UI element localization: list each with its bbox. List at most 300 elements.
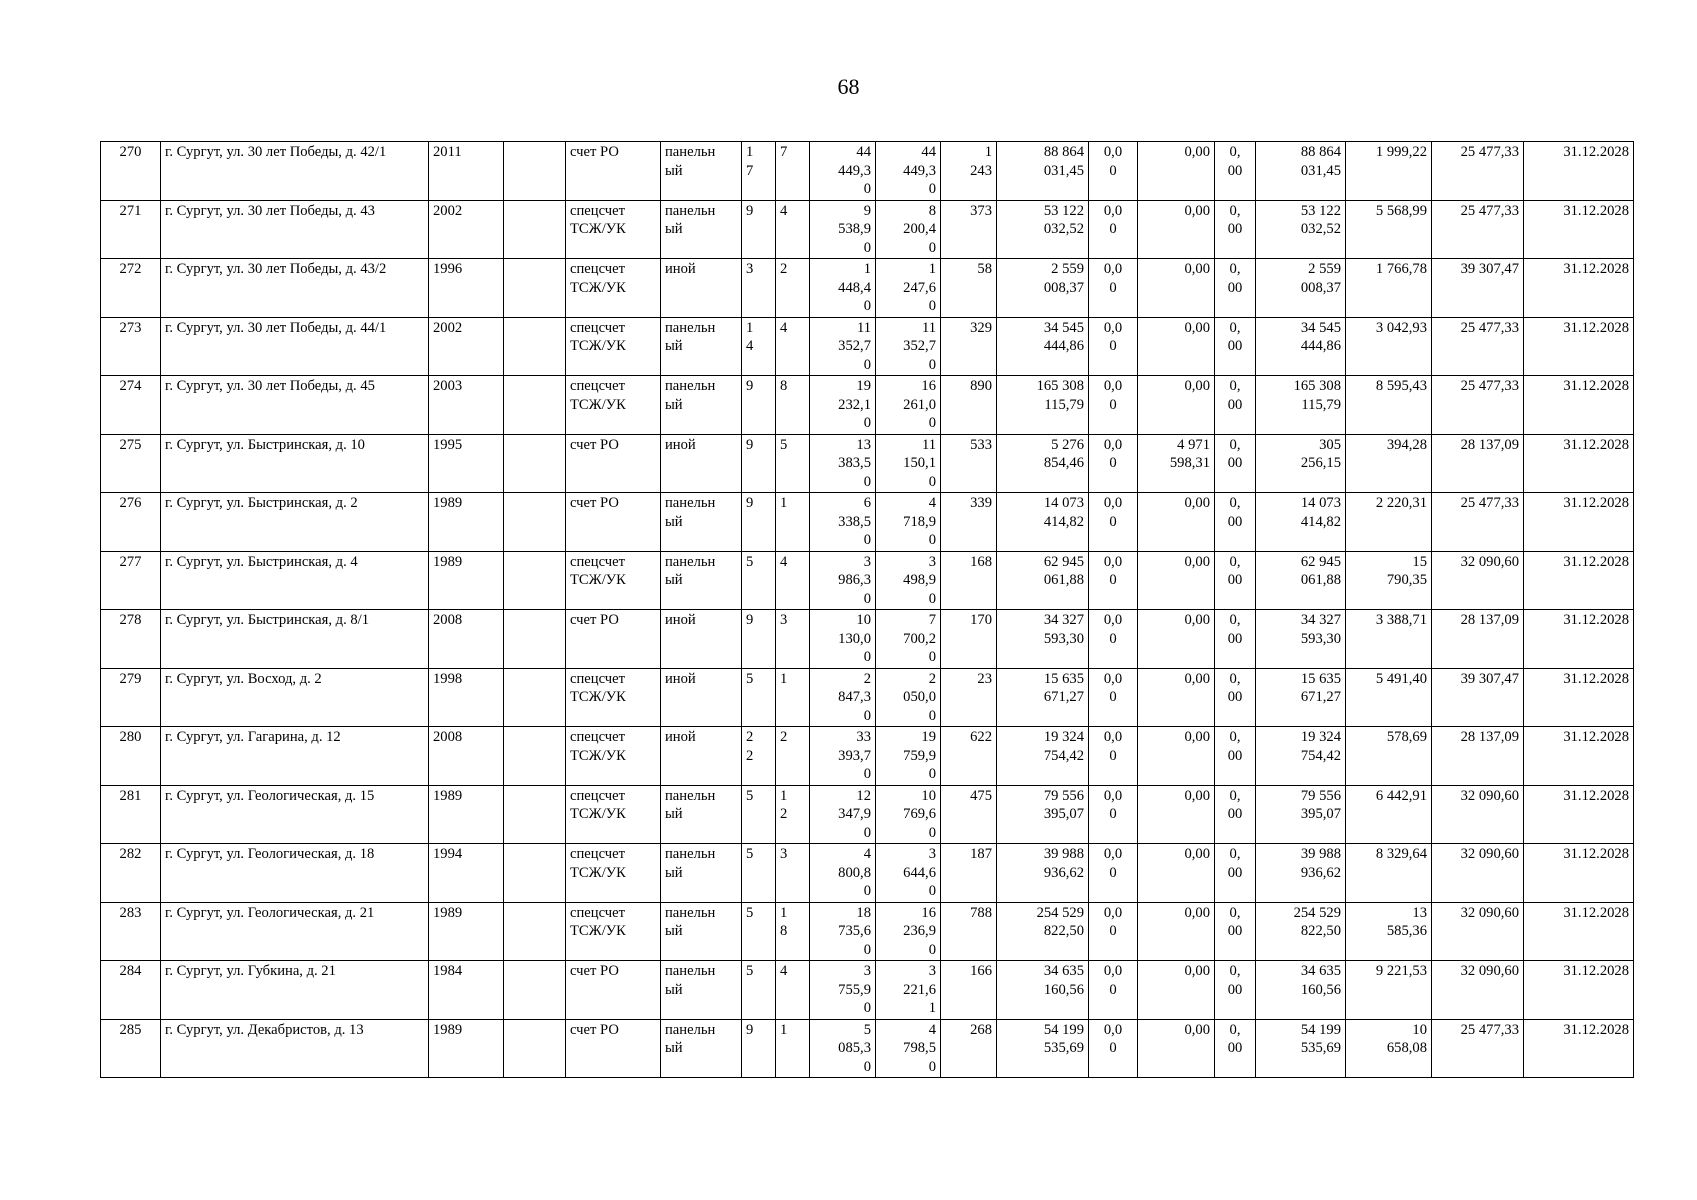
floors-cell: 2 2	[742, 727, 776, 786]
living-area-cell: 44 449,3 0	[876, 142, 941, 201]
completion-date-cell: 31.12.2028	[1524, 668, 1634, 727]
floors-cell: 5	[742, 668, 776, 727]
cost-fund-cell: 0,0 0	[1089, 668, 1138, 727]
cost-other-cell: 0, 00	[1215, 259, 1256, 318]
cost-budget-cell: 0,00	[1138, 610, 1215, 669]
cost-fund-cell: 0,0 0	[1089, 142, 1138, 201]
table-row	[101, 551, 1634, 610]
cost-owners-cell: 79 556 395,07	[1256, 785, 1346, 844]
empty-cell	[504, 551, 566, 610]
completion-date-cell: 31.12.2028	[1524, 551, 1634, 610]
cost-per-sqm-cell: 1 766,78	[1346, 259, 1432, 318]
cost-per-sqm-cell: 10 658,08	[1346, 1019, 1432, 1078]
cost-budget-cell: 0,00	[1138, 1019, 1215, 1078]
living-area-cell: 4 718,9 0	[876, 493, 941, 552]
row-number-cell: 282	[101, 844, 161, 903]
living-area-cell: 2 050,0 0	[876, 668, 941, 727]
floors-cell: 9	[742, 434, 776, 493]
residents-cell: 168	[941, 551, 997, 610]
year-cell: 1989	[429, 551, 504, 610]
total-area-cell: 11 352,7 0	[810, 317, 876, 376]
living-area-cell: 3 498,9 0	[876, 551, 941, 610]
total-cost-cell: 62 945 061,88	[997, 551, 1089, 610]
living-area-cell: 3 644,6 0	[876, 844, 941, 903]
residents-cell: 329	[941, 317, 997, 376]
total-cost-cell: 34 327 593,30	[997, 610, 1089, 669]
empty-cell	[504, 785, 566, 844]
max-cost-per-sqm-cell: 39 307,47	[1432, 668, 1524, 727]
completion-date-cell: 31.12.2028	[1524, 142, 1634, 201]
floors-cell: 9	[742, 493, 776, 552]
max-cost-per-sqm-cell: 39 307,47	[1432, 259, 1524, 318]
residents-cell: 622	[941, 727, 997, 786]
row-number-cell: 285	[101, 1019, 161, 1078]
total-area-cell: 6 338,5 0	[810, 493, 876, 552]
empty-cell	[504, 376, 566, 435]
cost-other-cell: 0, 00	[1215, 844, 1256, 903]
cost-budget-cell: 0,00	[1138, 142, 1215, 201]
cost-per-sqm-cell: 6 442,91	[1346, 785, 1432, 844]
table-row	[101, 200, 1634, 259]
completion-date-cell: 31.12.2028	[1524, 493, 1634, 552]
empty-cell	[504, 668, 566, 727]
account-type-cell: спецсчет ТСЖ/УК	[566, 376, 661, 435]
residents-cell: 339	[941, 493, 997, 552]
empty-cell	[504, 1019, 566, 1078]
max-cost-per-sqm-cell: 32 090,60	[1432, 785, 1524, 844]
year-cell: 2002	[429, 317, 504, 376]
address-cell: г. Сургут, ул. 30 лет Победы, д. 43	[161, 200, 429, 259]
cost-budget-cell: 0,00	[1138, 668, 1215, 727]
completion-date-cell: 31.12.2028	[1524, 961, 1634, 1020]
total-area-cell: 10 130,0 0	[810, 610, 876, 669]
cost-per-sqm-cell: 3 388,71	[1346, 610, 1432, 669]
table-row	[101, 785, 1634, 844]
cost-owners-cell: 254 529 822,50	[1256, 902, 1346, 961]
table-row	[101, 1019, 1634, 1078]
entrances-cell: 1	[776, 668, 810, 727]
cost-budget-cell: 0,00	[1138, 200, 1215, 259]
max-cost-per-sqm-cell: 28 137,09	[1432, 610, 1524, 669]
table-row	[101, 961, 1634, 1020]
residents-cell: 166	[941, 961, 997, 1020]
address-cell: г. Сургут, ул. Восход, д. 2	[161, 668, 429, 727]
table-row	[101, 902, 1634, 961]
cost-per-sqm-cell: 8 329,64	[1346, 844, 1432, 903]
max-cost-per-sqm-cell: 28 137,09	[1432, 434, 1524, 493]
account-type-cell: спецсчет ТСЖ/УК	[566, 844, 661, 903]
cost-owners-cell: 14 073 414,82	[1256, 493, 1346, 552]
total-area-cell: 12 347,9 0	[810, 785, 876, 844]
entrances-cell: 1 2	[776, 785, 810, 844]
cost-owners-cell: 34 545 444,86	[1256, 317, 1346, 376]
max-cost-per-sqm-cell: 25 477,33	[1432, 376, 1524, 435]
floors-cell: 9	[742, 610, 776, 669]
residents-cell: 475	[941, 785, 997, 844]
cost-owners-cell: 305 256,15	[1256, 434, 1346, 493]
living-area-cell: 16 236,9 0	[876, 902, 941, 961]
table-row	[101, 259, 1634, 318]
entrances-cell: 3	[776, 844, 810, 903]
account-type-cell: спецсчет ТСЖ/УК	[566, 727, 661, 786]
cost-budget-cell: 0,00	[1138, 493, 1215, 552]
entrances-cell: 1	[776, 1019, 810, 1078]
living-area-cell: 1 247,6 0	[876, 259, 941, 318]
cost-per-sqm-cell: 15 790,35	[1346, 551, 1432, 610]
residents-cell: 890	[941, 376, 997, 435]
page-number: 68	[837, 74, 860, 99]
max-cost-per-sqm-cell: 32 090,60	[1432, 844, 1524, 903]
residents-cell: 533	[941, 434, 997, 493]
entrances-cell: 1	[776, 493, 810, 552]
residents-cell: 187	[941, 844, 997, 903]
year-cell: 2008	[429, 610, 504, 669]
completion-date-cell: 31.12.2028	[1524, 1019, 1634, 1078]
table-row	[101, 376, 1634, 435]
cost-owners-cell: 34 635 160,56	[1256, 961, 1346, 1020]
cost-other-cell: 0, 00	[1215, 551, 1256, 610]
living-area-cell: 3 221,6 1	[876, 961, 941, 1020]
total-area-cell: 2 847,3 0	[810, 668, 876, 727]
wall-material-cell: панельн ый	[661, 142, 742, 201]
living-area-cell: 16 261,0 0	[876, 376, 941, 435]
address-cell: г. Сургут, ул. Быстринская, д. 4	[161, 551, 429, 610]
address-cell: г. Сургут, ул. 30 лет Победы, д. 45	[161, 376, 429, 435]
total-area-cell: 3 755,9 0	[810, 961, 876, 1020]
empty-cell	[504, 200, 566, 259]
completion-date-cell: 31.12.2028	[1524, 610, 1634, 669]
max-cost-per-sqm-cell: 25 477,33	[1432, 317, 1524, 376]
total-cost-cell: 34 635 160,56	[997, 961, 1089, 1020]
wall-material-cell: панельн ый	[661, 493, 742, 552]
entrances-cell: 2	[776, 259, 810, 318]
cost-fund-cell: 0,0 0	[1089, 376, 1138, 435]
table-body	[101, 142, 1634, 1078]
row-number-cell: 283	[101, 902, 161, 961]
row-number-cell: 276	[101, 493, 161, 552]
wall-material-cell: панельн ый	[661, 902, 742, 961]
cost-budget-cell: 0,00	[1138, 551, 1215, 610]
residents-cell: 373	[941, 200, 997, 259]
account-type-cell: спецсчет ТСЖ/УК	[566, 902, 661, 961]
cost-budget-cell: 0,00	[1138, 785, 1215, 844]
table-row	[101, 142, 1634, 201]
cost-budget-cell: 4 971 598,31	[1138, 434, 1215, 493]
residents-cell: 268	[941, 1019, 997, 1078]
cost-other-cell: 0, 00	[1215, 727, 1256, 786]
cost-owners-cell: 53 122 032,52	[1256, 200, 1346, 259]
floors-cell: 5	[742, 844, 776, 903]
year-cell: 1989	[429, 785, 504, 844]
row-number-cell: 275	[101, 434, 161, 493]
residents-cell: 1 243	[941, 142, 997, 201]
living-area-cell: 19 759,9 0	[876, 727, 941, 786]
entrances-cell: 2	[776, 727, 810, 786]
account-type-cell: спецсчет ТСЖ/УК	[566, 200, 661, 259]
year-cell: 1989	[429, 902, 504, 961]
address-cell: г. Сургут, ул. Быстринская, д. 8/1	[161, 610, 429, 669]
cost-owners-cell: 62 945 061,88	[1256, 551, 1346, 610]
account-type-cell: счет РО	[566, 961, 661, 1020]
total-cost-cell: 2 559 008,37	[997, 259, 1089, 318]
wall-material-cell: иной	[661, 434, 742, 493]
living-area-cell: 10 769,6 0	[876, 785, 941, 844]
total-area-cell: 13 383,5 0	[810, 434, 876, 493]
empty-cell	[504, 259, 566, 318]
cost-budget-cell: 0,00	[1138, 317, 1215, 376]
year-cell: 2008	[429, 727, 504, 786]
row-number-cell: 272	[101, 259, 161, 318]
address-cell: г. Сургут, ул. Геологическая, д. 15	[161, 785, 429, 844]
account-type-cell: счет РО	[566, 434, 661, 493]
max-cost-per-sqm-cell: 28 137,09	[1432, 727, 1524, 786]
row-number-cell: 277	[101, 551, 161, 610]
floors-cell: 9	[742, 1019, 776, 1078]
total-cost-cell: 165 308 115,79	[997, 376, 1089, 435]
account-type-cell: счет РО	[566, 142, 661, 201]
cost-per-sqm-cell: 1 999,22	[1346, 142, 1432, 201]
entrances-cell: 7	[776, 142, 810, 201]
cost-fund-cell: 0,0 0	[1089, 727, 1138, 786]
wall-material-cell: иной	[661, 727, 742, 786]
entrances-cell: 1 8	[776, 902, 810, 961]
cost-per-sqm-cell: 578,69	[1346, 727, 1432, 786]
floors-cell: 1 7	[742, 142, 776, 201]
year-cell: 2003	[429, 376, 504, 435]
total-cost-cell: 254 529 822,50	[997, 902, 1089, 961]
total-area-cell: 9 538,9 0	[810, 200, 876, 259]
entrances-cell: 4	[776, 551, 810, 610]
entrances-cell: 8	[776, 376, 810, 435]
entrances-cell: 3	[776, 610, 810, 669]
total-area-cell: 33 393,7 0	[810, 727, 876, 786]
cost-other-cell: 0, 00	[1215, 434, 1256, 493]
empty-cell	[504, 493, 566, 552]
max-cost-per-sqm-cell: 32 090,60	[1432, 961, 1524, 1020]
living-area-cell: 11 150,1 0	[876, 434, 941, 493]
entrances-cell: 4	[776, 200, 810, 259]
cost-fund-cell: 0,0 0	[1089, 844, 1138, 903]
living-area-cell: 8 200,4 0	[876, 200, 941, 259]
max-cost-per-sqm-cell: 25 477,33	[1432, 493, 1524, 552]
empty-cell	[504, 902, 566, 961]
empty-cell	[504, 317, 566, 376]
cost-owners-cell: 54 199 535,69	[1256, 1019, 1346, 1078]
wall-material-cell: панельн ый	[661, 844, 742, 903]
address-cell: г. Сургут, ул. Гагарина, д. 12	[161, 727, 429, 786]
completion-date-cell: 31.12.2028	[1524, 902, 1634, 961]
living-area-cell: 4 798,5 0	[876, 1019, 941, 1078]
cost-other-cell: 0, 00	[1215, 200, 1256, 259]
table-row	[101, 317, 1634, 376]
cost-per-sqm-cell: 9 221,53	[1346, 961, 1432, 1020]
account-type-cell: счет РО	[566, 610, 661, 669]
cost-other-cell: 0, 00	[1215, 785, 1256, 844]
cost-other-cell: 0, 00	[1215, 961, 1256, 1020]
wall-material-cell: панельн ый	[661, 376, 742, 435]
year-cell: 1996	[429, 259, 504, 318]
address-cell: г. Сургут, ул. 30 лет Победы, д. 42/1	[161, 142, 429, 201]
cost-fund-cell: 0,0 0	[1089, 200, 1138, 259]
floors-cell: 9	[742, 200, 776, 259]
cost-fund-cell: 0,0 0	[1089, 551, 1138, 610]
cost-per-sqm-cell: 5 568,99	[1346, 200, 1432, 259]
entrances-cell: 4	[776, 961, 810, 1020]
total-area-cell: 5 085,3 0	[810, 1019, 876, 1078]
floors-cell: 9	[742, 376, 776, 435]
entrances-cell: 5	[776, 434, 810, 493]
empty-cell	[504, 844, 566, 903]
account-type-cell: спецсчет ТСЖ/УК	[566, 259, 661, 318]
cost-budget-cell: 0,00	[1138, 844, 1215, 903]
total-area-cell: 44 449,3 0	[810, 142, 876, 201]
year-cell: 1994	[429, 844, 504, 903]
total-cost-cell: 54 199 535,69	[997, 1019, 1089, 1078]
cost-fund-cell: 0,0 0	[1089, 434, 1138, 493]
table-row	[101, 610, 1634, 669]
completion-date-cell: 31.12.2028	[1524, 376, 1634, 435]
cost-owners-cell: 15 635 671,27	[1256, 668, 1346, 727]
cost-per-sqm-cell: 13 585,36	[1346, 902, 1432, 961]
address-cell: г. Сургут, ул. Геологическая, д. 21	[161, 902, 429, 961]
row-number-cell: 271	[101, 200, 161, 259]
address-cell: г. Сургут, ул. Губкина, д. 21	[161, 961, 429, 1020]
empty-cell	[504, 142, 566, 201]
entrances-cell: 4	[776, 317, 810, 376]
cost-other-cell: 0, 00	[1215, 1019, 1256, 1078]
cost-fund-cell: 0,0 0	[1089, 902, 1138, 961]
living-area-cell: 11 352,7 0	[876, 317, 941, 376]
total-area-cell: 19 232,1 0	[810, 376, 876, 435]
floors-cell: 5	[742, 551, 776, 610]
cost-other-cell: 0, 00	[1215, 668, 1256, 727]
cost-fund-cell: 0,0 0	[1089, 610, 1138, 669]
cost-owners-cell: 19 324 754,42	[1256, 727, 1346, 786]
total-area-cell: 18 735,6 0	[810, 902, 876, 961]
account-type-cell: счет РО	[566, 493, 661, 552]
cost-budget-cell: 0,00	[1138, 727, 1215, 786]
total-area-cell: 1 448,4 0	[810, 259, 876, 318]
cost-other-cell: 0, 00	[1215, 610, 1256, 669]
living-area-cell: 7 700,2 0	[876, 610, 941, 669]
total-cost-cell: 88 864 031,45	[997, 142, 1089, 201]
cost-other-cell: 0, 00	[1215, 142, 1256, 201]
residents-cell: 23	[941, 668, 997, 727]
row-number-cell: 278	[101, 610, 161, 669]
total-cost-cell: 5 276 854,46	[997, 434, 1089, 493]
row-number-cell: 281	[101, 785, 161, 844]
cost-fund-cell: 0,0 0	[1089, 259, 1138, 318]
cost-per-sqm-cell: 2 220,31	[1346, 493, 1432, 552]
year-cell: 1995	[429, 434, 504, 493]
account-type-cell: спецсчет ТСЖ/УК	[566, 785, 661, 844]
cost-per-sqm-cell: 8 595,43	[1346, 376, 1432, 435]
cost-owners-cell: 2 559 008,37	[1256, 259, 1346, 318]
cost-other-cell: 0, 00	[1215, 493, 1256, 552]
cost-per-sqm-cell: 5 491,40	[1346, 668, 1432, 727]
completion-date-cell: 31.12.2028	[1524, 785, 1634, 844]
address-cell: г. Сургут, ул. Быстринская, д. 2	[161, 493, 429, 552]
max-cost-per-sqm-cell: 32 090,60	[1432, 551, 1524, 610]
cost-fund-cell: 0,0 0	[1089, 961, 1138, 1020]
total-cost-cell: 53 122 032,52	[997, 200, 1089, 259]
total-cost-cell: 19 324 754,42	[997, 727, 1089, 786]
address-cell: г. Сургут, ул. Декабристов, д. 13	[161, 1019, 429, 1078]
wall-material-cell: панельн ый	[661, 551, 742, 610]
year-cell: 1998	[429, 668, 504, 727]
empty-cell	[504, 610, 566, 669]
address-cell: г. Сургут, ул. Геологическая, д. 18	[161, 844, 429, 903]
account-type-cell: спецсчет ТСЖ/УК	[566, 668, 661, 727]
row-number-cell: 280	[101, 727, 161, 786]
floors-cell: 1 4	[742, 317, 776, 376]
year-cell: 1984	[429, 961, 504, 1020]
completion-date-cell: 31.12.2028	[1524, 200, 1634, 259]
wall-material-cell: панельн ый	[661, 785, 742, 844]
year-cell: 2011	[429, 142, 504, 201]
wall-material-cell: иной	[661, 259, 742, 318]
completion-date-cell: 31.12.2028	[1524, 727, 1634, 786]
residents-cell: 170	[941, 610, 997, 669]
cost-budget-cell: 0,00	[1138, 259, 1215, 318]
wall-material-cell: панельн ый	[661, 200, 742, 259]
completion-date-cell: 31.12.2028	[1524, 844, 1634, 903]
max-cost-per-sqm-cell: 25 477,33	[1432, 200, 1524, 259]
account-type-cell: спецсчет ТСЖ/УК	[566, 551, 661, 610]
completion-date-cell: 31.12.2028	[1524, 317, 1634, 376]
address-cell: г. Сургут, ул. 30 лет Победы, д. 43/2	[161, 259, 429, 318]
row-number-cell: 279	[101, 668, 161, 727]
wall-material-cell: панельн ый	[661, 317, 742, 376]
row-number-cell: 274	[101, 376, 161, 435]
table-row	[101, 727, 1634, 786]
address-cell: г. Сургут, ул. 30 лет Победы, д. 44/1	[161, 317, 429, 376]
cost-fund-cell: 0,0 0	[1089, 785, 1138, 844]
wall-material-cell: панельн ый	[661, 1019, 742, 1078]
total-cost-cell: 15 635 671,27	[997, 668, 1089, 727]
table-row	[101, 493, 1634, 552]
total-cost-cell: 34 545 444,86	[997, 317, 1089, 376]
empty-cell	[504, 727, 566, 786]
floors-cell: 5	[742, 961, 776, 1020]
total-cost-cell: 79 556 395,07	[997, 785, 1089, 844]
cost-owners-cell: 165 308 115,79	[1256, 376, 1346, 435]
cost-other-cell: 0, 00	[1215, 376, 1256, 435]
cost-fund-cell: 0,0 0	[1089, 1019, 1138, 1078]
table-row	[101, 434, 1634, 493]
cost-fund-cell: 0,0 0	[1089, 317, 1138, 376]
table-row	[101, 844, 1634, 903]
cost-per-sqm-cell: 394,28	[1346, 434, 1432, 493]
max-cost-per-sqm-cell: 32 090,60	[1432, 902, 1524, 961]
address-cell: г. Сургут, ул. Быстринская, д. 10	[161, 434, 429, 493]
cost-owners-cell: 88 864 031,45	[1256, 142, 1346, 201]
year-cell: 1989	[429, 493, 504, 552]
total-area-cell: 4 800,8 0	[810, 844, 876, 903]
residents-cell: 788	[941, 902, 997, 961]
floors-cell: 3	[742, 259, 776, 318]
year-cell: 2002	[429, 200, 504, 259]
floors-cell: 5	[742, 785, 776, 844]
cost-budget-cell: 0,00	[1138, 902, 1215, 961]
wall-material-cell: иной	[661, 610, 742, 669]
total-cost-cell: 14 073 414,82	[997, 493, 1089, 552]
max-cost-per-sqm-cell: 25 477,33	[1432, 1019, 1524, 1078]
row-number-cell: 273	[101, 317, 161, 376]
account-type-cell: спецсчет ТСЖ/УК	[566, 317, 661, 376]
floors-cell: 5	[742, 902, 776, 961]
cost-fund-cell: 0,0 0	[1089, 493, 1138, 552]
